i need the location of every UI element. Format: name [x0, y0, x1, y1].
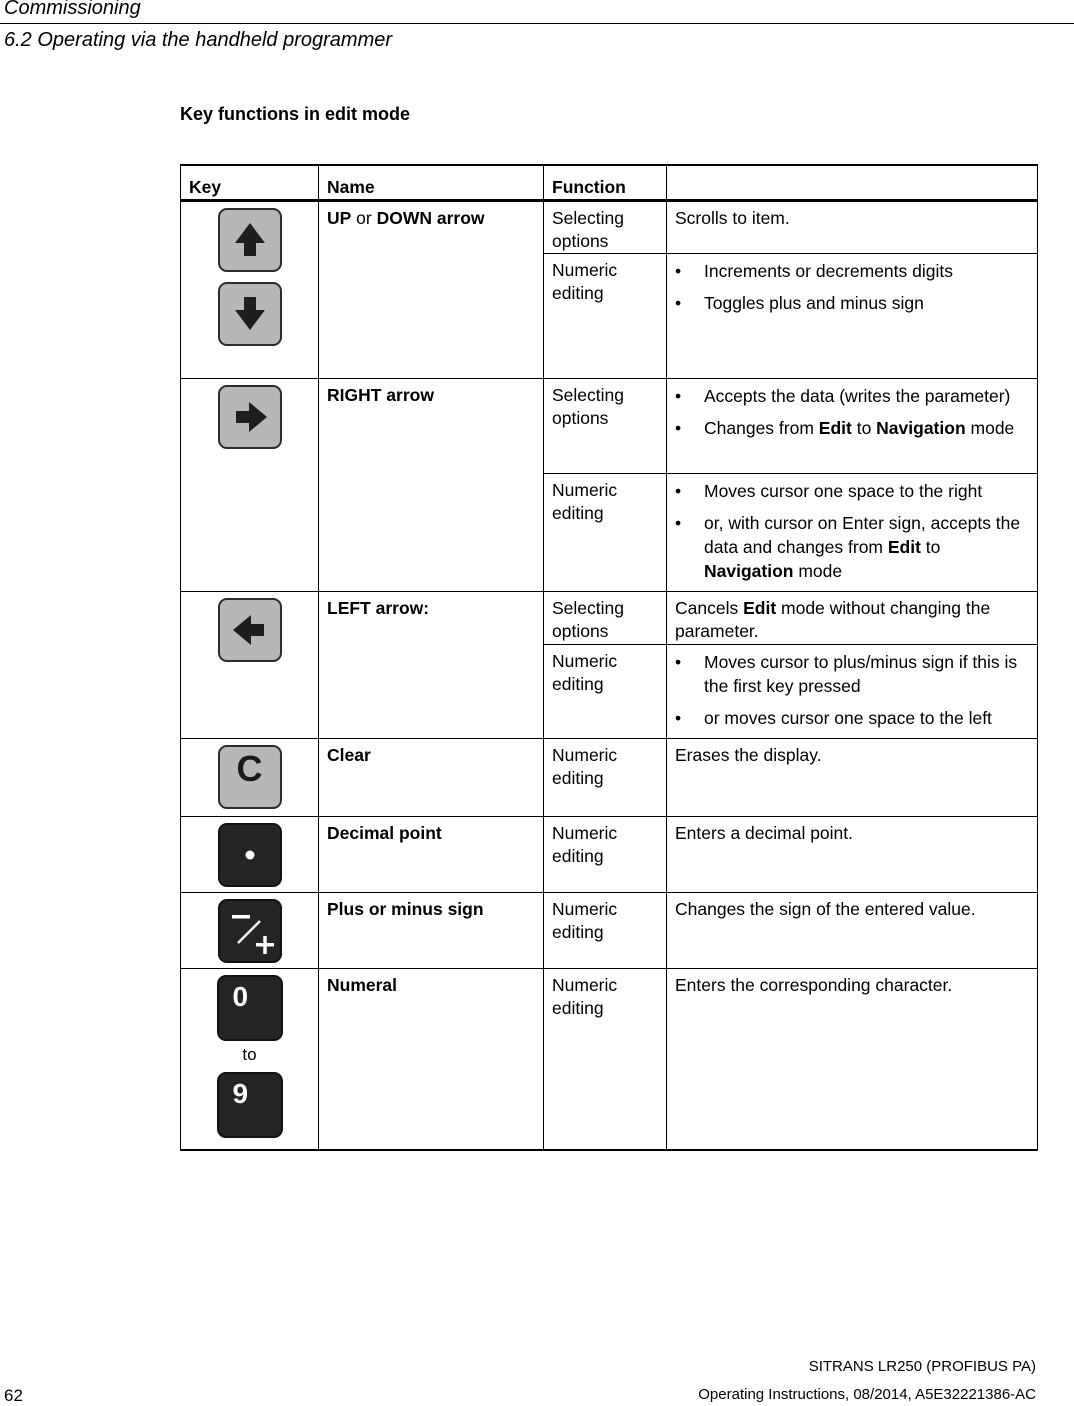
mode-cell: Selecting options	[544, 201, 667, 254]
table-row	[181, 592, 1038, 645]
function-cell: Scrolls to item.	[667, 201, 1038, 254]
table-row	[181, 379, 1038, 474]
name-cell: Numeral	[319, 969, 544, 1150]
table-row	[181, 739, 1038, 817]
header-description	[667, 165, 1038, 201]
decimal-point-key-icon	[218, 823, 282, 887]
key-cell	[181, 893, 319, 969]
table-row	[181, 969, 1038, 1150]
footer-document-info: Operating Instructions, 08/2014, A5E32221386-AC	[698, 1386, 1036, 1403]
footer-product: SITRANS LR250 (PROFIBUS PA)	[808, 1358, 1036, 1375]
clear-key-icon: C	[218, 745, 282, 809]
name-cell	[319, 201, 544, 379]
mode-cell: Selecting options	[544, 592, 667, 645]
mode-cell: Numeric editing	[544, 474, 667, 592]
name-cell: LEFT arrow:	[319, 592, 544, 739]
name-cell: Plus or minus sign	[319, 893, 544, 969]
table-row	[181, 893, 1038, 969]
bullet-item: • Moves cursor to plus/minus sign if this is the first key pressed	[675, 652, 1018, 696]
chapter-header: Commissioning	[4, 0, 141, 19]
section-title: Key functions in edit mode	[180, 104, 411, 124]
plus-minus-key-icon	[218, 899, 282, 963]
mode-cell: Numeric editing	[544, 739, 667, 817]
mode-cell: Selecting options	[544, 379, 667, 474]
function-cell	[667, 474, 1038, 592]
function-cell	[667, 254, 1038, 379]
header-rule	[0, 23, 1074, 24]
down-arrow-key-icon	[218, 282, 282, 346]
table-header-row	[181, 165, 1038, 201]
mode-cell: Numeric editing	[544, 645, 667, 739]
key-cell	[181, 201, 319, 379]
function-cell: Changes the sign of the entered value.	[667, 893, 1038, 969]
function-cell	[667, 379, 1038, 474]
name-cell: RIGHT arrow	[319, 379, 544, 592]
bullet-item: • Moves cursor one space to the right	[675, 481, 983, 501]
table-row	[181, 817, 1038, 893]
left-arrow-key-icon	[218, 598, 282, 662]
mode-cell: Numeric editing	[544, 817, 667, 893]
function-cell: Enters the corresponding character.	[667, 969, 1038, 1150]
table-row	[181, 201, 1038, 254]
key-cell	[181, 969, 319, 1150]
bullet-item: • or moves cursor one space to the left	[675, 708, 992, 728]
bullet-item: • or, with cursor on Enter sign, accepts the data and changes from Edit to Navigation mode	[675, 513, 1021, 581]
header-key: Key	[181, 165, 319, 201]
right-arrow-key-icon	[218, 385, 282, 449]
name-cell: Decimal point	[319, 817, 544, 893]
key-functions-table	[180, 164, 1038, 1151]
key-cell	[181, 592, 319, 739]
name-cell: Clear	[319, 739, 544, 817]
mode-cell: Numeric editing	[544, 893, 667, 969]
key-name-or: or	[351, 208, 377, 228]
bullet-item: • Changes from Edit to Navigation mode	[675, 418, 1015, 438]
up-arrow-key-icon	[218, 208, 282, 272]
key-cell	[181, 817, 319, 893]
function-cell	[667, 645, 1038, 739]
to-label: to	[242, 1045, 257, 1064]
section-header: 6.2 Operating via the handheld programmer	[4, 29, 393, 51]
numeral-0-key-icon: 0	[217, 975, 283, 1041]
header-function: Function	[544, 165, 667, 201]
key-cell	[181, 739, 319, 817]
function-cell: Cancels Edit mode without changing the parameter.	[667, 592, 1038, 645]
mode-cell: Numeric editing	[544, 254, 667, 379]
header-name: Name	[319, 165, 544, 201]
bullet-item: • Increments or decrements digits	[675, 261, 953, 281]
key-name-up: UP	[327, 208, 352, 228]
function-cell: Enters a decimal point.	[667, 817, 1038, 893]
bullet-item: • Toggles plus and minus sign	[675, 293, 924, 313]
page-number: 62	[4, 1386, 23, 1405]
function-cell: Erases the display.	[667, 739, 1038, 817]
key-cell	[181, 379, 319, 592]
mode-cell: Numeric editing	[544, 969, 667, 1150]
bullet-item: • Accepts the data (writes the parameter)	[675, 386, 1011, 406]
numeral-9-key-icon: 9	[217, 1072, 283, 1138]
key-name-down: DOWN arrow	[376, 208, 485, 228]
